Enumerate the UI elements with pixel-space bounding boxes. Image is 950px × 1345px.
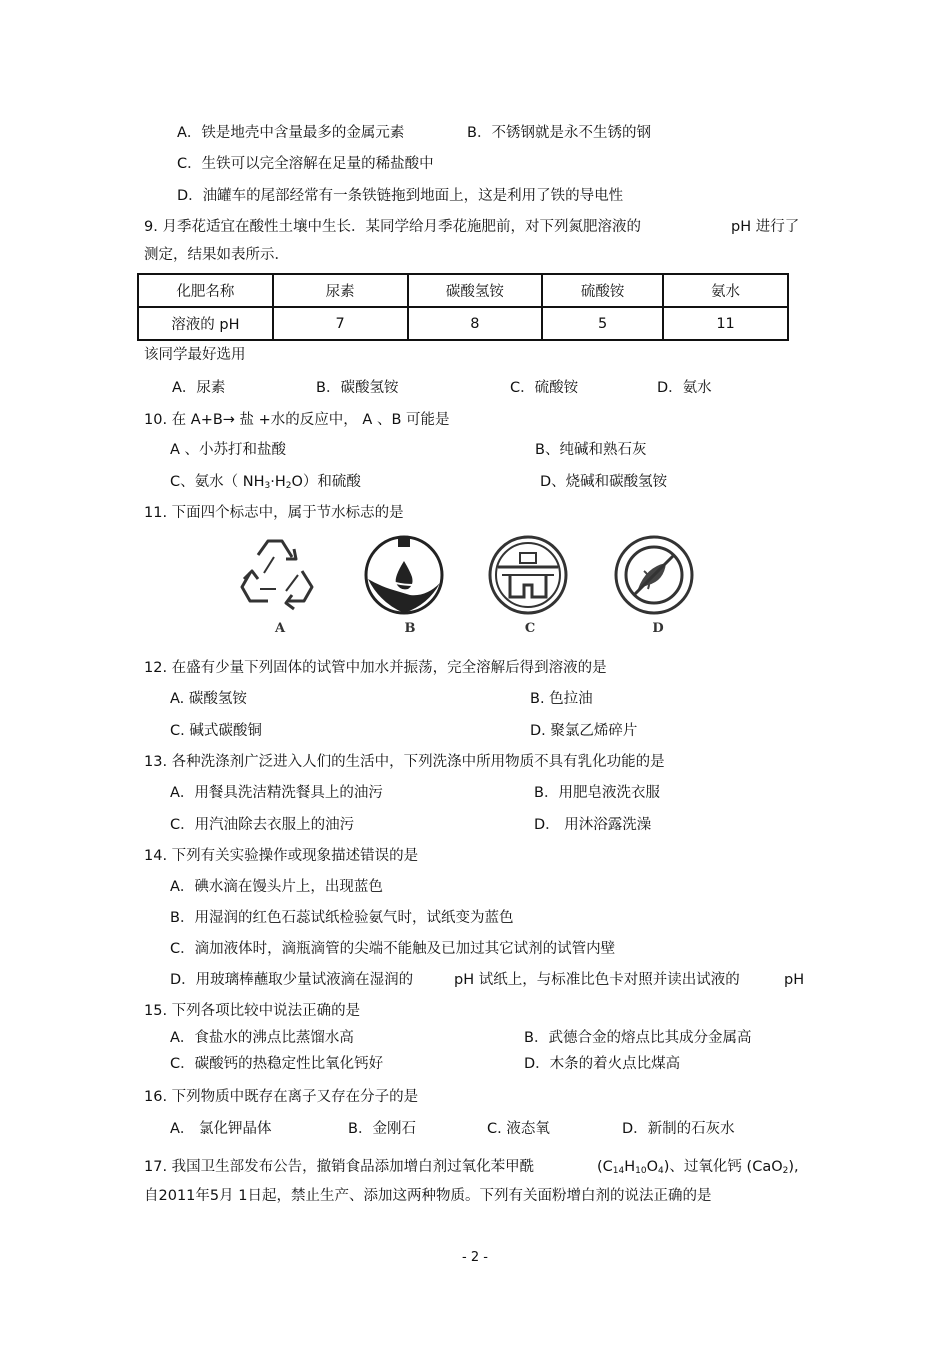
q14-option-a: A．碘水滴在馒头片上，出现蓝色 — [170, 879, 383, 895]
q10-option-b: B、纯碱和熟石灰 — [535, 442, 647, 458]
recycle-icon — [230, 533, 330, 618]
q14-stem: 14. 下列有关实验操作或现象描述错误的是 — [144, 848, 419, 864]
q9-tail: 该同学最好选用 — [144, 347, 246, 363]
q14-option-d: D．用玻璃棒蘸取少量试液滴在湿润的 — [170, 972, 414, 988]
q17-formula: $(C_{14}H_{10}O_4)$、过氧化钙 (CaO$_2$), — [597, 1159, 799, 1176]
q15-option-c: C．碳酸钙的热稳定性比氧化钙好 — [170, 1056, 384, 1072]
q15-stem: 15. 下列各项比较中说法正确的是 — [144, 1003, 361, 1019]
q14-option-b: B．用湿润的红色石蕊试纸检验氨气时，试纸变为蓝色 — [170, 910, 514, 926]
table-cell: 11 — [663, 307, 788, 340]
q13-option-b: B．用肥皂液洗衣服 — [534, 785, 660, 801]
symbols-row — [230, 533, 720, 643]
q8-option-c: C．生铁可以完全溶解在足量的稀盐酸中 — [177, 156, 434, 172]
q13-option-d: D． 用沐浴露洗澡 — [534, 817, 652, 833]
q16-option-a: A． 氯化钾晶体 — [170, 1121, 272, 1137]
q13-stem: 13. 各种洗涤剂广泛进入人们的生活中，下列洗涤中所用物质不具有乳化功能的是 — [144, 754, 665, 770]
q14-option-d-end: pH — [784, 972, 805, 988]
table-cell: 尿素 — [273, 274, 408, 307]
q12-stem: 12. 在盛有少量下列固体的试管中加水并振荡，完全溶解后得到溶液的是 — [144, 660, 607, 676]
table-cell: 8 — [408, 307, 543, 340]
water-saving-icon — [360, 533, 460, 618]
symbol-b — [360, 533, 460, 643]
q14-option-c: C．滴加液体时，滴瓶滴管的尖端不能触及已加过其它试剂的试管内壁 — [170, 941, 616, 957]
page-number: - 2 - — [462, 1250, 488, 1265]
q9-stem-ph: pH 进行了 — [731, 219, 800, 235]
table-cell: 5 — [542, 307, 663, 340]
symbol-label: D — [652, 621, 664, 636]
symbol-a — [230, 533, 330, 643]
q16-option-c: C. 液态氧 — [487, 1121, 550, 1137]
q16-stem: 16. 下列物质中既存在离子又存在分子的是 — [144, 1089, 419, 1105]
q8-option-d: D．油罐车的尾部经常有一条铁链拖到地面上，这是利用了铁的导电性 — [177, 188, 624, 204]
q9-stem: 9. 月季花适宜在酸性土壤中生长．某同学给月季花施肥前，对下列氮肥溶液的 — [144, 219, 641, 235]
table-cell: 氨水 — [663, 274, 788, 307]
q10-option-d: D、烧碱和碳酸氢铵 — [540, 474, 668, 490]
q10-stem: 10. 在 A+B→ 盐 +水的反应中， A 、B 可能是 — [144, 412, 450, 428]
q12-option-d: D. 聚氯乙烯碎片 — [530, 723, 638, 739]
q16-option-b: B．金刚石 — [348, 1121, 416, 1137]
symbol-label: C — [524, 621, 536, 636]
table-cell: 碳酸氢铵 — [408, 274, 543, 307]
symbol-label: A — [274, 621, 286, 636]
symbol-label: B — [404, 621, 416, 636]
q16-option-d: D．新制的石灰水 — [622, 1121, 735, 1137]
q17-stem: 17. 我国卫生部发布公告，撤销食品添加增白剂过氧化苯甲酰 — [144, 1159, 535, 1175]
q9-option-c: C．硫酸铵 — [510, 380, 579, 396]
table-cell: 硫酸铵 — [542, 274, 663, 307]
q15-option-a: A．食盐水的沸点比蒸馏水高 — [170, 1030, 354, 1046]
ph-table — [137, 273, 789, 341]
q17-stem-line2: 自2011年5月 1日起，禁止生产、添加这两种物质。下列有关面粉增白剂的说法正确的是 — [144, 1188, 712, 1204]
q9-option-a: A．尿素 — [172, 380, 226, 396]
q10-option-c: C、氨水（ $NH_3\cdot H_2O$）和硫酸 — [170, 474, 361, 491]
q12-option-b: B. 色拉油 — [530, 691, 593, 707]
q9-option-b: B．碳酸氢铵 — [316, 380, 399, 396]
table-row — [138, 307, 788, 340]
q12-option-a: A. 碳酸氢铵 — [170, 691, 247, 707]
q13-option-a: A．用餐具洗洁精洗餐具上的油污 — [170, 785, 383, 801]
q9-stem-line2: 测定，结果如表所示． — [144, 247, 289, 263]
q9-option-d: D．氨水 — [657, 380, 712, 396]
building-emblem-icon — [480, 533, 580, 618]
q15-option-d: D．木条的着火点比煤高 — [524, 1056, 681, 1072]
q8-option-a: A．铁是地壳中含量最多的金属元素 — [177, 125, 405, 141]
table-cell: 化肥名称 — [138, 274, 273, 307]
symbol-c — [480, 533, 580, 643]
no-picking-icon — [608, 533, 708, 618]
table-header-row — [138, 274, 788, 307]
q15-option-b: B．武德合金的熔点比其成分金属高 — [524, 1030, 752, 1046]
q10-option-a: A 、小苏打和盐酸 — [170, 442, 287, 458]
q12-option-c: C. 碱式碳酸铜 — [170, 723, 262, 739]
table-cell: 7 — [273, 307, 408, 340]
q8-option-b: B．不锈钢就是永不生锈的钢 — [467, 125, 651, 141]
q13-option-c: C．用汽油除去衣服上的油污 — [170, 817, 355, 833]
table-cell: 溶液的 pH — [138, 307, 273, 340]
q14-option-d-cont: pH 试纸上，与标准比色卡对照并读出试液的 — [454, 972, 740, 988]
symbol-d — [608, 533, 708, 643]
q11-stem: 11. 下面四个标志中，属于节水标志的是 — [144, 505, 404, 521]
